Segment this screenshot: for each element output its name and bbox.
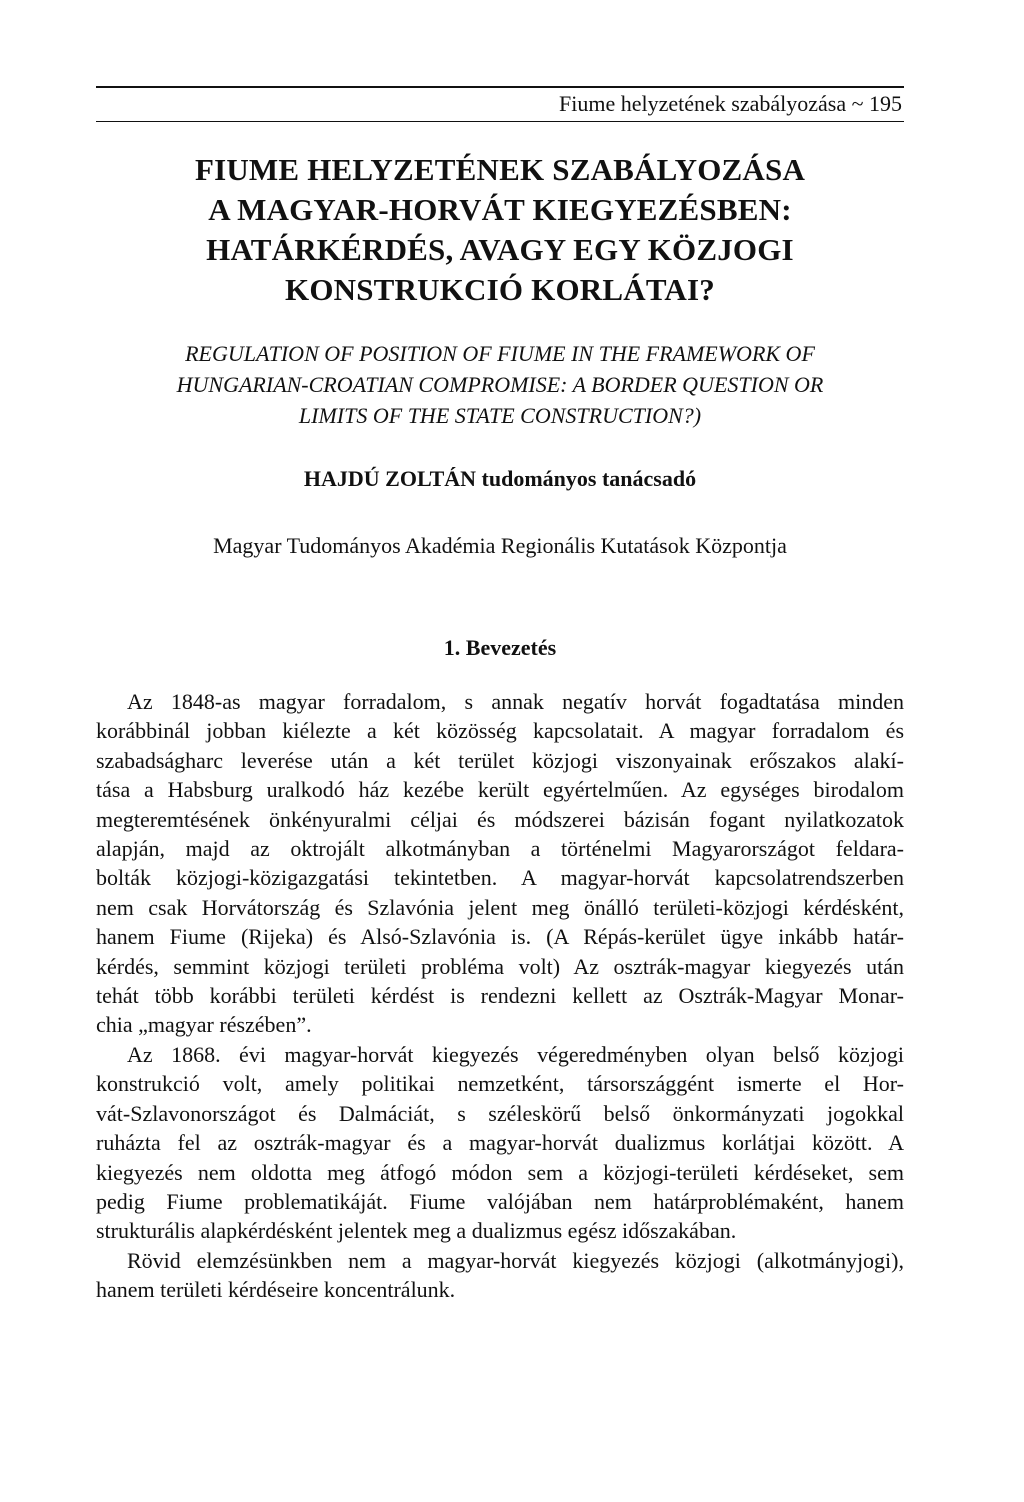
page-number: 195	[869, 91, 902, 116]
text-line: kérdés, semmint közjogi területi probléma volt) Az osztrák-magyar kiegyezés után	[96, 953, 904, 979]
text-line: konstrukció volt, amely politikai nemzetként, társországgént ismerte el Hor-	[96, 1071, 904, 1097]
body-text	[96, 687, 904, 1305]
text-line: nem csak Horvátország és Szlavónia jelent meg önálló területi-közjogi kérdésként,	[96, 894, 904, 920]
text-line: pedig Fiume problematikáját. Fiume valójában nem határproblémaként, hanem	[96, 1188, 904, 1214]
text-line: tása a Habsburg uralkodó ház kezébe került egyértelműen. Az egységes birodalom	[96, 777, 904, 803]
text-line: strukturális alapkérdésként jelentek meg a dualizmus egész időszakában.	[96, 1218, 737, 1244]
text-line: hanem területi kérdéseire koncentrálunk.	[96, 1277, 456, 1303]
english-title	[96, 338, 904, 431]
title-line: FIUME HELYZETÉNEK SZABÁLYOZÁSA	[194, 152, 806, 187]
text-line: Az 1868. évi magyar-horvát kiegyezés végeredményben olyan belső közjogi	[127, 1041, 904, 1067]
text-line: megteremtésének önkényuralmi céljai és módszerei bázisán fogant nyilatkozatok	[96, 806, 904, 832]
author: HAJDÚ ZOLTÁN tudományos tanácsadó	[303, 466, 697, 491]
english-title-line: REGULATION OF POSITION OF FIUME IN THE FRAMEWORK OF	[185, 341, 815, 366]
paragraph-2	[96, 1040, 904, 1246]
text-line: Az 1848-as magyar forradalom, s annak negatív horvát fogadtatása minden	[127, 689, 904, 714]
article-title	[96, 150, 904, 310]
text-line: ruházta fel az osztrák-magyar és a magyar-horvát dualizmus korlátjai között. A	[96, 1130, 904, 1156]
text-line: chia „magyar részében”.	[96, 1012, 312, 1038]
running-head	[96, 86, 904, 122]
section-heading: 1. Bevezetés	[443, 635, 557, 660]
english-title-line: LIMITS OF THE STATE CONSTRUCTION?)	[298, 403, 702, 428]
text-line: kiegyezés nem oldotta meg átfogó módon sem a közjogi-területi kérdéseket, sem	[96, 1159, 904, 1185]
running-head-title: Fiume helyzetének szabályozása	[558, 91, 847, 116]
running-head-text	[559, 90, 902, 118]
english-title-line: HUNGARIAN-CROATIAN COMPROMISE: A BORDER QUESTION OR	[176, 372, 824, 397]
text-line: bolták közjogi-közigazgatási tekintetben. A magyar-horvát kapcsolatrendszerben	[96, 865, 904, 891]
paragraph-3	[96, 1246, 904, 1305]
text-line: tehát több korábbi területi kérdést is rendezni kellett az Osztrák-Magyar Monar-	[96, 983, 904, 1009]
text-line: korábbinál jobban kiélezte a két közösség kapcsolatait. A magyar forradalom és	[96, 718, 904, 744]
text-line: vát-Szlavonországot és Dalmáciát, s széleskörű belső önkormányzati jogokkal	[96, 1100, 904, 1126]
running-head-separator: ~	[851, 91, 864, 116]
title-line: HATÁRKÉRDÉS, AVAGY EGY KÖZJOGI	[206, 232, 794, 267]
text-line: szabadságharc leverése után a két terület közjogi viszonyainak erőszakos alakí-	[96, 747, 904, 773]
affiliation: Magyar Tudományos Akadémia Regionális Kutatások Központja	[213, 533, 787, 558]
text-line: Rövid elemzésünkben nem a magyar-horvát kiegyezés közjogi (alkotmányjogi),	[127, 1247, 904, 1273]
text-line: hanem Fiume (Rijeka) és Alsó-Szlavónia is. (A Répás-kerület ügye inkább határ-	[96, 924, 904, 950]
title-line: KONSTRUKCIÓ KORLÁTAI?	[285, 272, 715, 307]
text-line: alapján, majd az oktrojált alkotmányban a történelmi Magyarországot feldara-	[96, 836, 904, 862]
title-line: A MAGYAR-HORVÁT KIEGYEZÉSBEN:	[208, 192, 792, 227]
paragraph-1	[96, 687, 904, 1040]
